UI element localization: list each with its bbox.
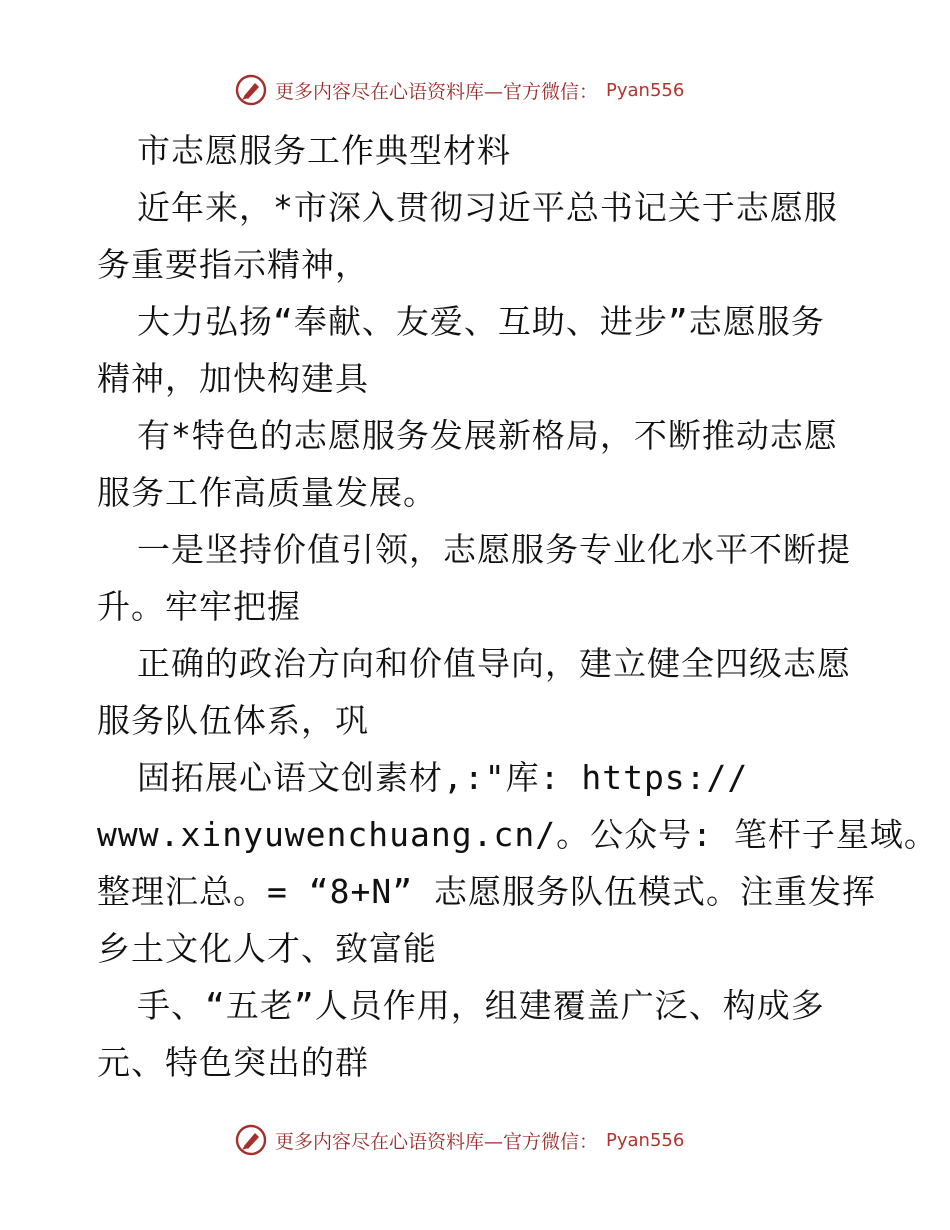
text-line: 精神，加快构建具 [97,359,369,398]
text-line: 整理汇总。= “8+N” 志愿服务队伍模式。注重发挥 [97,872,876,911]
text-line: 元、特色突出的群 [97,1043,369,1082]
text-line: 固拓展心语文创素材,:"库: https:// [137,758,749,797]
text-line: 服务队伍体系，巩 [97,701,369,740]
text-line: 服务工作高质量发展。 [97,473,437,512]
footer-banner [235,1122,684,1158]
document-title: 市志愿服务工作典型材料 [137,131,511,170]
logo-icon [235,74,267,106]
text-line: 近年来，*市深入贯彻习近平总书记关于志愿服 [137,188,838,227]
header-banner [235,72,684,108]
text-line: 手、“五老”人员作用，组建覆盖广泛、构成多 [137,986,825,1025]
text-line: 务重要指示精神， [97,245,369,284]
banner-wechat-id: Pyan556 [606,79,685,101]
text-line: 正确的政治方向和价值导向，建立健全四级志愿 [137,644,851,683]
text-line: www.xinyuwenchuang.cn/。公众号: 笔杆子星域。 [97,815,938,854]
text-line: 大力弘扬“奉献、友爱、互助、进步”志愿服务 [137,302,825,341]
banner-text: 更多内容尽在心语资料库—官方微信： [275,1130,599,1153]
logo-icon [235,1124,267,1156]
banner-wechat-id: Pyan556 [606,1129,685,1151]
text-line: 升。牢牢把握 [97,587,301,626]
document-body [97,122,938,1091]
text-line: 乡土文化人才、致富能 [97,929,437,968]
text-line: 有*特色的志愿服务发展新格局，不断推动志愿 [137,416,838,455]
text-line: 一是坚持价值引领，志愿服务专业化水平不断提 [137,530,851,569]
banner-text: 更多内容尽在心语资料库—官方微信： [275,80,599,103]
